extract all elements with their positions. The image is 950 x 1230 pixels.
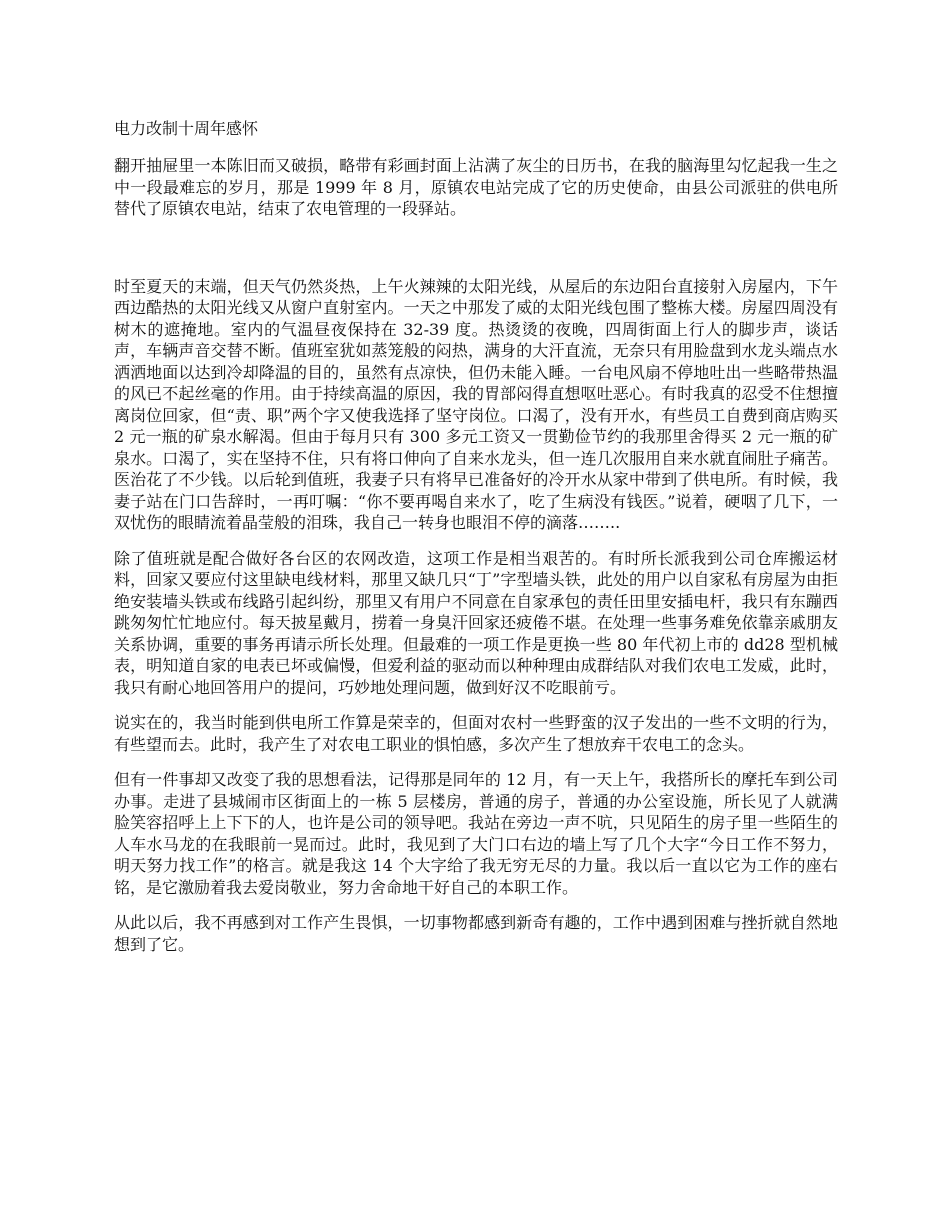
paragraph-3: 除了值班就是配合做好各台区的农网改造，这项工作是相当艰苦的。有时所长派我到公司仓库搬运材料，回家又要应付这里缺电线材料，那里又缺几只“丁”字型墙头铁，此处的用户以自家私有房屋为由拒绝安装墙头铁或布线路引起纠纷，那里又有用户不同意在自家承包的责任田里安插电杆，我只有东蹦西跳匆匆忙忙地应付。每天披星戴月，捞着一身臭汗回家还疲倦不堪。在处理一些事务难免依靠亲戚朋友关系协调，重要的事务再请示所长处理。但最难的一项工作是更换一些 80 年代初上市的 dd28 型机械表，明知道自家的电表已坏或偏慢，但爱利益的驱动而以种种理由成群结队对我们农电工发威，此时，我只有耐心地回答用户的提问，巧妙地处理问题，做到好汉不吃眼前亏。 <box>114 548 838 697</box>
paragraph-5: 但有一件事却又改变了我的思想看法，记得那是同年的 12 月，有一天上午，我搭所长的摩托车到公司办事。走进了县城闹市区街面上的一栋 5 层楼房，普通的房子，普通的办公室设施，所长见了人就满脸笑容招呼上上下下的人，也许是公司的领导吧。我站在旁边一声不吭，只见陌生的房子里一些陌生的人车水马龙的在我眼前一晃而过。此时，我见到了大门口右边的墙上写了几个大字“今日工作不努力，明天努力找工作”的格言。就是我这 14 个大字给了我无穷无尽的力量。我以后一直以它为工作的座右铭，是它激励着我去爱岗敬业，努力舍命地干好自己的本职工作。 <box>114 770 838 897</box>
blank-space <box>114 234 838 276</box>
paragraph-6: 从此以后，我不再感到对工作产生畏惧，一切事物都感到新奇有趣的，工作中遇到困难与挫折就自然地想到了它。 <box>114 913 838 954</box>
paragraph-2: 时至夏天的末端，但天气仍然炎热，上午火辣辣的太阳光线，从屋后的东边阳台直接射入房屋内，下午西边酷热的太阳光线又从窗户直射室内。一天之中那发了威的太阳光线包围了整栋大楼。房屋四周没有树木的遮掩地。室内的气温昼夜保持在 32-39 度。热烫烫的夜晚，四周街面上行人的脚步声，谈话声，车辆声音交替不断。值班室犹如蒸笼般的闷热，满身的大汗直流，无奈只有用脸盘到水龙头端点水洒洒地面以达到冷却降温的目的，虽然有点凉快，但仍未能入睡。一台电风扇不停地吐出一些略带热温的风已不起丝毫的作用。由于持续高温的原因，我的胃部闷得直想呕吐恶心。有时我真的忍受不住想擅离岗位回家，但“责、职”两个字又使我选择了坚守岗位。口渴了，没有开水，有些员工自费到商店购买 2 元一瓶的矿泉水解渴。但由于每月只有 300 多元工资又一贯勤俭节约的我那里舍得买 2 元一瓶的矿泉水。口渴了，实在坚持不住，只有将口伸向了自来水龙头，但一连几次服用自来水就直闹肚子痛苦。医治花了不少钱。以后轮到值班，我妻子只有将早已准备好的冷开水从家中带到了供电所。有时候，我妻子站在门口告辞时，一再叮嘱：“你不要再喝自来水了，吃了生病没有钱医。”说着，硬咽了几下，一双忧伤的眼睛流着晶莹般的泪珠，我自己一转身也眼泪不停的滴落…….. <box>114 276 838 532</box>
document-title: 电力改制十周年感怀 <box>114 119 259 138</box>
paragraph-1: 翻开抽屉里一本陈旧而又破损，略带有彩画封面上沾满了灰尘的日历书，在我的脑海里勾忆起我一生之中一段最难忘的岁月，那是 1999 年 8 月，原镇农电站完成了它的历史使命，由县公司派驻的供电所替代了原镇农电站，结束了农电管理的一段驿站。 <box>114 156 838 218</box>
paragraph-4: 说实在的，我当时能到供电所工作算是荣幸的，但面对农村一些野蛮的汉子发出的一些不文明的行为，有些望而去。此时，我产生了对农电工职业的惧怕感，多次产生了想放弃干农电工的念头。 <box>114 713 838 754</box>
document-page <box>114 118 838 969</box>
